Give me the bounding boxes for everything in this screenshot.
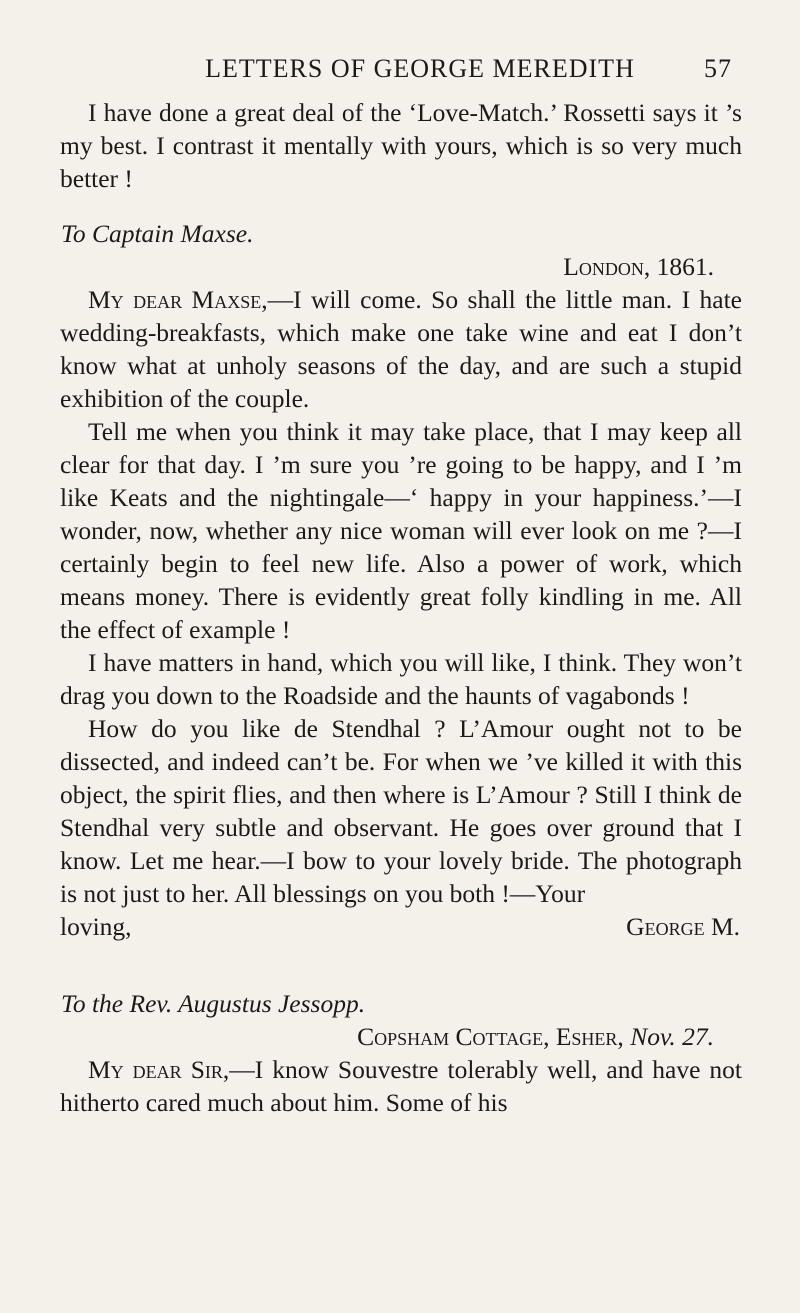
letter-place-date (60, 1020, 742, 1053)
intro-paragraph: I have done a great deal of the ‘Love-Match.’ Rossetti says it ’s my best. I contrast it mentally with yours, which is so very much better ! (60, 98, 742, 193)
page-body (60, 96, 742, 1119)
letter-paragraph (60, 283, 742, 415)
letter-paragraph: How do you like de Stendhal ? L’Amour ought not to be dissected, and indeed can’t be. For when we ’ve killed it with this object, the spirit flies, and then where is L’Amour ? Still I think de Stendhal very subtle and observant. He goes over ground that I know. Let me hear.—I bow to your lovely bride. The photograph is not just to her. All blessings on you both !—Your (60, 714, 742, 908)
closing: loving, (60, 912, 132, 941)
place: Copsham Cottage, Esher, (357, 1022, 631, 1051)
salutation: My dear Maxse, (88, 285, 268, 314)
letter-place-date: London, 1861. (563, 252, 714, 281)
letter-recipient: To the Rev. Augustus Jessopp. (61, 989, 366, 1018)
running-header (60, 54, 740, 84)
salutation: My dear Sir, (88, 1055, 230, 1084)
recipient-name: the Rev. Augustus Jessopp. (91, 989, 366, 1018)
signature: George M. (626, 912, 740, 941)
paragraph-text: —I know Souvestre tolerably well, and have not hitherto cared much about him. Some of his (60, 1055, 742, 1117)
letter-paragraph (60, 1053, 742, 1119)
letter-paragraph: I have matters in hand, which you will like, I think. They won’t drag you down to the Roadside and the haunts of vagabonds ! (60, 648, 742, 710)
date: Nov. 27. (630, 1022, 714, 1051)
letter-recipient: To Captain Maxse. (61, 219, 254, 248)
paragraph-text: —I will come. So shall the little man. I hate wedding-breakfasts, which make one take wine and eat I don’t know what at unholy seasons of the day, and are such a stupid exhibition of the couple. (60, 285, 742, 413)
running-title: LETTERS OF GEORGE MEREDITH (205, 54, 635, 83)
letter-paragraph: Tell me when you think it may take place, that I may keep all clear for that day. I ’m sure you ’re going to be happy, and I ’m like Keats and the nightingale—‘ happy in your happiness.’—I wonder, now, whether any nice woman will ever look on me ?—I certainly begin to feel new life. Also a power of work, which means money. There is evidently great folly kindling in me. All the effect of example ! (60, 417, 742, 644)
signature-line (60, 910, 742, 943)
page-number: 57 (704, 54, 732, 83)
